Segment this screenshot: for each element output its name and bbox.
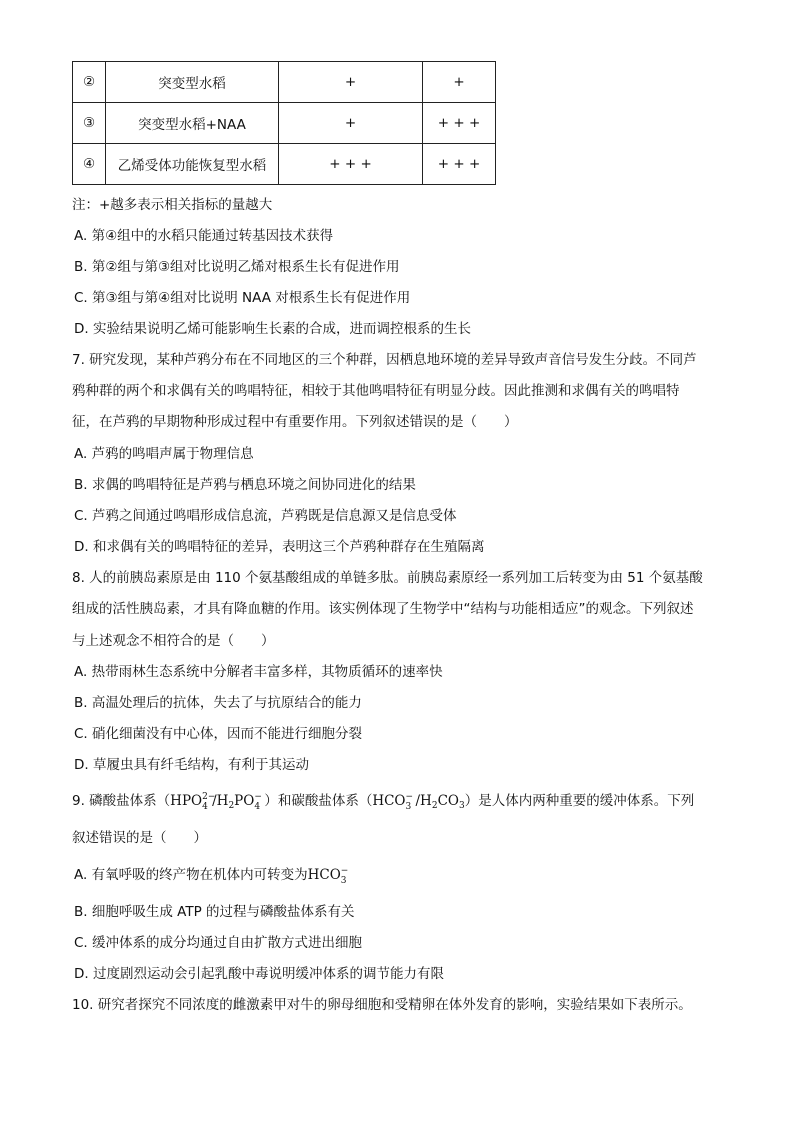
q7-stem-line2: 鸦种群的两个和求偶有关的鸣唱特征，相较于其他鸣唱特征有明显分歧。因此推测和求偶有关的鸣唱特 [72,383,680,399]
q9-formula-carbonate: HCO − 3 $/H_2CO_3$ [372,792,465,812]
group-number: ④ [73,144,106,185]
q6-option-d: D. 实验结果说明乙烯可能影响生长素的合成，进而调控根系的生长 [74,321,471,337]
group-name: 乙烯受体功能恢复型水稻 [106,144,279,185]
q7-option-d: D. 和求偶有关的鸣唱特征的差异，表明这三个芦鸦种群存在生殖隔离 [74,539,485,555]
indicator-2: + [423,62,496,103]
q9-option-c: C. 缓冲体系的成分均通过自由扩散方式进出细胞 [74,935,363,951]
experiment-table [72,61,496,185]
q9-text-mid: ）和碳酸盐体系（ [264,793,373,809]
indicator-2: + + + [423,103,496,144]
q10-stem-line1: 10. 研究者探究不同浓度的雌激素甲对牛的卵母细胞和受精卵在体外发育的影响，实验结果如下表所示。 [72,997,692,1013]
indicator-1: + + + [279,144,423,185]
q7-stem-line3: 征，在芦鸦的早期物种形成过程中有重要作用。下列叙述错误的是（ ） [72,414,518,430]
q9-text-post: ）是人体内两种重要的缓冲体系。下列 [464,793,695,809]
q9-stem-line1 [72,792,694,815]
q7-option-c: C. 芦鸦之间通过鸣唱形成信息流，芦鸦既是信息源又是信息受体 [74,508,457,524]
q7-stem-line1: 7. 研究发现，某种芦鸦分布在不同地区的三个种群，因栖息地环境的差异导致声音信号发生分歧。不同芦 [72,352,697,368]
q6-option-b: B. 第②组与第③组对比说明乙烯对根系生长有促进作用 [74,259,400,275]
q7-option-b: B. 求偶的鸣唱特征是芦鸦与栖息环境之间协同进化的结果 [74,477,416,493]
q9-formula-bicarbonate: HCO − 3 [307,866,349,886]
q8-stem-line3: 与上述观念不相符合的是（ ） [72,633,275,649]
group-number: ③ [73,103,106,144]
q7-option-a: A. 芦鸦的鸣唱声属于物理信息 [74,446,254,462]
table-row [73,144,496,185]
table-row [73,62,496,103]
group-number: ② [73,62,106,103]
table-note: 注：+越多表示相关指标的量越大 [72,197,273,213]
q8-stem-line1: 8. 人的前胰岛素原是由 110 个氨基酸组成的单链多肽。前胰岛素原经一系列加工后转变为由 51 个氨基酸 [72,570,703,586]
q8-option-a: A. 热带雨林生态系统中分解者丰富多样，其物质循环的速率快 [74,664,443,680]
q9-formula-phosphate: HPO 2− 4 $/H_2PO$ − 4 [170,792,262,812]
q6-option-a: A. 第④组中的水稻只能通过转基因技术获得 [74,228,334,244]
q8-option-c: C. 硝化细菌没有中心体，因而不能进行细胞分裂 [74,726,363,742]
indicator-1: + [279,62,423,103]
indicator-1: + [279,103,423,144]
q9-stem-line2: 叙述错误的是（ ） [72,830,207,846]
q8-stem-line2: 组成的活性胰岛素，才具有降血糖的作用。该实例体现了生物学中“结构与功能相适应”的观念。下列叙述 [72,601,694,617]
group-name: 突变型水稻+NAA [106,103,279,144]
q8-option-b: B. 高温处理后的抗体，失去了与抗原结合的能力 [74,695,362,711]
table-row [73,103,496,144]
q8-option-d: D. 草履虫具有纤毛结构，有利于其运动 [74,757,309,773]
q6-option-c: C. 第③组与第④组对比说明 NAA 对根系生长有促进作用 [74,290,411,306]
q9-text-pre: 9. 磷酸盐体系（ [72,793,171,809]
group-name: 突变型水稻 [106,62,279,103]
q9-option-a: A. 有氧呼吸的终产物在机体内可转变为HCO − 3 [74,866,351,884]
q9-option-d: D. 过度剧烈运动会引起乳酸中毒说明缓冲体系的调节能力有限 [74,966,444,982]
indicator-2: + + + [423,144,496,185]
q9-option-b: B. 细胞呼吸生成 ATP 的过程与磷酸盐体系有关 [74,904,355,920]
